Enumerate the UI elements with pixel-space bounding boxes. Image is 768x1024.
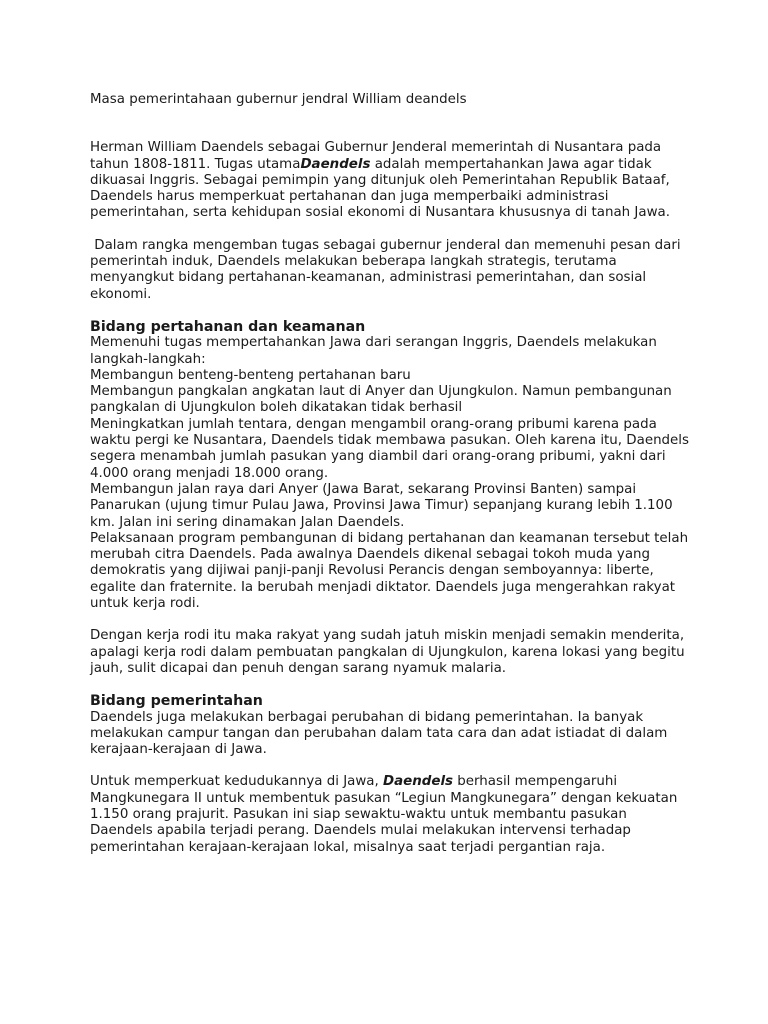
defense-line: Membangun pangkalan angkatan laut di Anyer dan Ujungkulon. Namun pembangunan pangkalan di Ujungkulon boleh dikatakan tidak berhasil [90, 384, 672, 416]
mangkunegara-text-1: Untuk memperkuat kedudukannya di Jawa, [90, 774, 384, 790]
document-page [90, 92, 690, 856]
section-heading-government: Bidang pemerintahan [90, 693, 263, 710]
spacer [90, 677, 690, 693]
government-paragraph: Daendels juga melakukan berbagai perubahan di bidang pemerintahan. Ia banyak melakukan campur tangan dan perubahan dalam tata cara dan adat istiadat di dalam kerajaan-kerajaan di Jawa. [90, 709, 668, 758]
defense-line: Membangun jalan raya dari Anyer (Jawa Barat, sekarang Provinsi Banten) sampai Panarukan (ujung timur Pulau Jawa, Provinsi Jawa Timur) sepanjang kurang lebih 1.100 km. Jalan ini sering dinamakan Jalan Daendels. [90, 481, 673, 530]
mangkunegara-text-2: berhasil mempengaruhi Mangkunegara II untuk membentuk pasukan “Legiun Mangkunegara” dengan kekuatan 1.150 orang prajurit. Pasukan ini siap sewaktu-waktu untuk membantu pasukan Daendels apabila terjadi perang. Daendels mulai melakukan intervensi terhadap pemerintahan kerajaan-kerajaan lokal, misalnya saat terjadi pergantian raja. [90, 774, 678, 855]
spacer [90, 303, 690, 319]
mangkunegara-paragraph [90, 774, 690, 855]
defense-line: Pelaksanaan program pembangunan di bidang pertahanan dan keamanan tersebut telah merubah citra Daendels. Pada awalnya Daendels dikenal sebagai tokoh muda yang demokratis yang dijiwai panji-panji Revolusi Perancis dengan semboyannya: liberte, egalite dan fraternite. Ia berubah menjadi diktator. Daendels juga mengerahkan rakyat untuk kerja rodi. [90, 530, 689, 612]
spacer [90, 612, 690, 628]
intro-text-2: adalah mempertahankan Jawa agar tidak dikuasai Inggris. Sebagai pemimpin yang ditunjuk oleh Pemerintahan Republik Bataaf, Daendels harus memperkuat pertahanan dan juga memperbaiki administrasi pemerintahan, serta kehidupan sosial ekonomi di Nusantara khususnya di tanah Jawa. [90, 156, 670, 221]
section-heading-defense: Bidang pertahanan dan keamanan [90, 318, 366, 335]
intro-paragraph [90, 140, 690, 221]
spacer [90, 758, 690, 774]
spacer [90, 222, 690, 238]
intro-emphasis: Daendels [300, 156, 371, 172]
document-title: Masa pemerintahaan gubernur jendral William deandels [90, 92, 467, 107]
defense-line: Meningkatkan jumlah tentara, dengan mengambil orang-orang pribumi karena pada waktu pergi ke Nusantara, Daendels tidak membawa pasukan. Oleh karena itu, Daendels segera menambah jumlah pasukan yang diambil dari orang-orang pribumi, yakni dari 4.000 orang menjadi 18.000 orang. [90, 416, 689, 481]
defense-line: Membangun benteng-benteng pertahanan baru [90, 367, 411, 383]
forced-labor-paragraph: Dengan kerja rodi itu maka rakyat yang sudah jatuh miskin menjadi semakin menderita, apalagi kerja rodi dalam pembuatan pangkalan di Ujungkulon, karena lokasi yang begitu jauh, sulit dicapai dan penuh dengan sarang nyamuk malaria. [90, 628, 685, 676]
defense-line: Memenuhi tugas mempertahankan Jawa dari serangan Inggris, Daendels melakukan langkah-langkah: [90, 335, 657, 367]
strategy-paragraph: Dalam rangka mengemban tugas sebagai gubernur jenderal dan memenuhi pesan dari pemerintah induk, Daendels melakukan beberapa langkah strategis, terutama menyangkut bidang pertahanan-keamanan, administrasi pemerintahan, dan sosial ekonomi. [90, 237, 685, 302]
mangkunegara-emphasis: Daendels [383, 774, 454, 790]
intro-text-1: Herman William Daendels sebagai Gubernur Jenderal memerintah di Nusantara pada tahun 1808-1811. Tugas utama [90, 140, 662, 172]
